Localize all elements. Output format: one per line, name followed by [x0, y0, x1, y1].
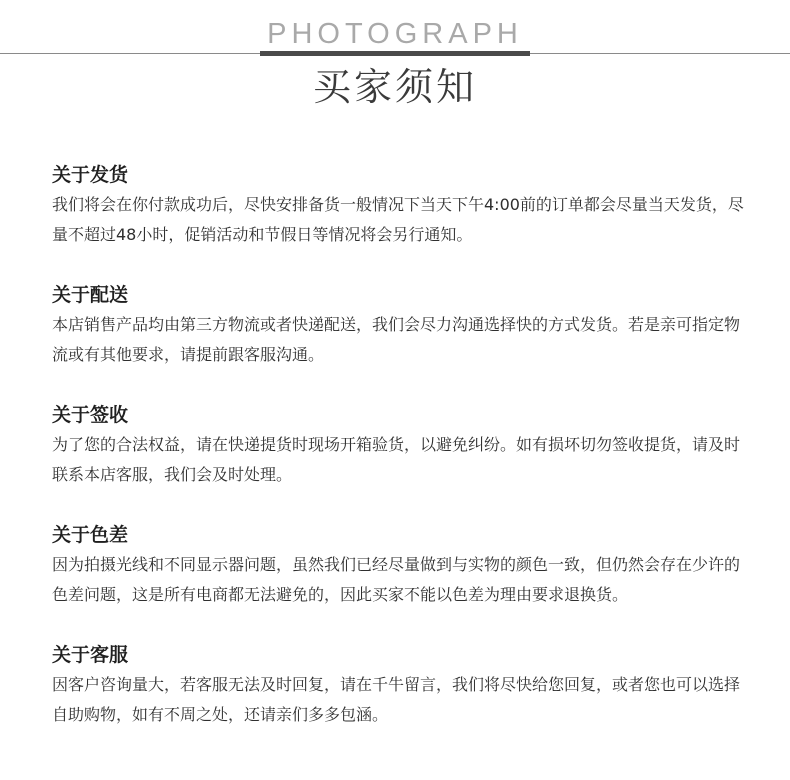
section-body: 为了您的合法权益，请在快递提货时现场开箱验货，以避免纠纷。如有损坏切勿签收提货，请及时联系本店客服，我们会及时处理。 [52, 435, 741, 484]
section-title: 关于发货 [52, 164, 129, 186]
section-customer-service [52, 640, 752, 730]
section-body: 因为拍摄光线和不同显示器问题，虽然我们已经尽量做到与实物的颜色一致，但仍然会存在少许的色差问题，这是所有电商都无法避免的，因此买家不能以色差为理由要求退换货。 [52, 555, 741, 604]
section-title: 关于色差 [52, 524, 129, 546]
section-body: 我们将会在你付款成功后，尽快安排备货一般情况下当天下午4:00前的订单都会尽量当天发货，尽量不超过48小时，促销活动和节假日等情况将会另行通知。 [52, 195, 744, 244]
section-receipt [52, 400, 752, 490]
section-color-difference [52, 520, 752, 610]
section-shipping [52, 160, 752, 250]
page-header [0, 0, 790, 120]
section-title: 关于签收 [52, 404, 129, 426]
section-body: 本店销售产品均由第三方物流或者快递配送，我们会尽力沟通选择快的方式发货。若是亲可指定物流或有其他要求，请提前跟客服沟通。 [52, 315, 741, 364]
section-body: 因客户咨询量大，若客服无法及时回复，请在千牛留言，我们将尽快给您回复，或者您也可以选择自助购物，如有不周之处，还请亲们多多包涵。 [52, 675, 741, 724]
section-delivery [52, 280, 752, 370]
section-title: 关于客服 [52, 644, 129, 666]
page-title: 买家须知 [312, 65, 477, 109]
section-title: 关于配送 [52, 284, 129, 306]
header-eyebrow: PHOTOGRAPH [267, 18, 523, 50]
